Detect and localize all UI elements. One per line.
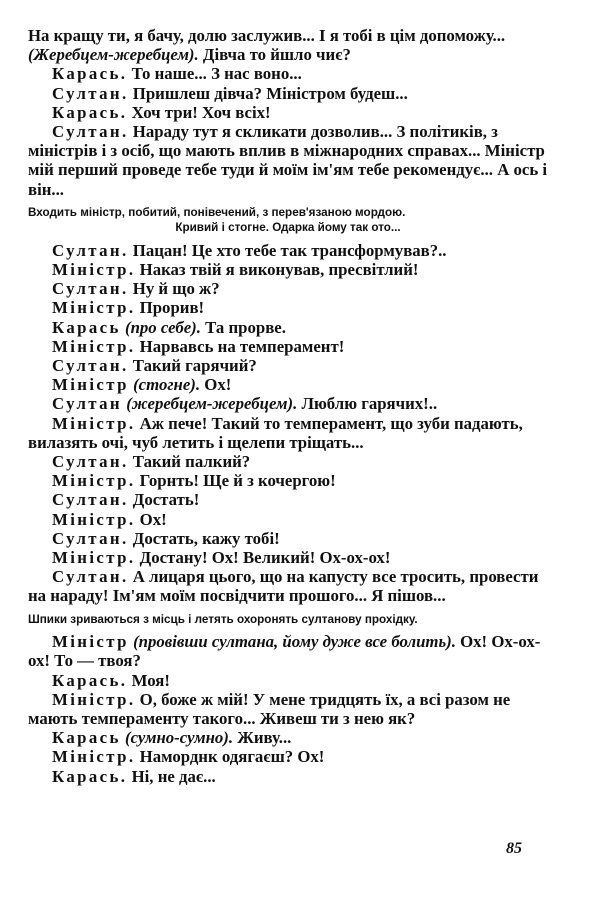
stage-note-line: Входить міністр, побитий, понівечений, з перев'язаною мордою. xyxy=(28,205,406,219)
line-text: Достану! Ох! Великий! Ох-ох-ох! xyxy=(135,548,391,568)
speaker-name: Султан. xyxy=(52,452,129,472)
dialogue-line xyxy=(28,671,548,690)
dialogue-line xyxy=(28,318,548,337)
dialogue-line xyxy=(28,471,548,490)
stage-note-line: Шпики зриваються з місць і летять охоронять султанову прохідку. xyxy=(28,612,418,626)
line-text: Наморднк одягаєш? Ох! xyxy=(135,747,325,767)
dialogue-line xyxy=(28,241,548,260)
text-line: Дівча то йшло чиє? xyxy=(198,45,351,65)
line-text: Горнть! Ще й з кочергою! xyxy=(135,471,336,491)
stage-direction: (про себе). xyxy=(120,317,201,337)
speaker-name: Султан. xyxy=(52,122,129,142)
speaker-name: Міністр. xyxy=(52,471,136,491)
dialogue-line xyxy=(28,452,548,471)
stage-note-line: Кривий і стогне. Одарка йому так ото... xyxy=(175,221,401,235)
speaker-name: Карась. xyxy=(52,64,128,84)
line-text: Хоч три! Хоч всіх! xyxy=(127,102,271,122)
dialogue-line xyxy=(28,490,548,509)
stage-note xyxy=(28,612,548,628)
speaker-name: Султан. xyxy=(52,240,129,260)
line-text: Пацан! Це хто тебе так трансформував?.. xyxy=(128,240,447,260)
stage-direction: (жеребцем-жеребцем). xyxy=(122,394,298,414)
speaker-name: Султан. xyxy=(52,356,129,376)
speaker-name: Султан. xyxy=(52,567,129,587)
dialogue-line xyxy=(28,356,548,375)
line-text: Достать, кажу тобі! xyxy=(128,528,280,548)
dialogue-line xyxy=(28,375,548,394)
speaker-name: Султан xyxy=(52,394,122,414)
dialogue-line xyxy=(28,337,548,356)
speaker-name: Султан. xyxy=(52,490,129,510)
line-text: То наше... З нас воно... xyxy=(127,64,302,84)
speaker-name: Міністр xyxy=(52,375,129,395)
speaker-name: Карась. xyxy=(52,766,128,786)
speaker-name: Карась xyxy=(52,728,121,748)
line-text: Ну й що ж? xyxy=(128,279,220,299)
dialogue-line xyxy=(28,103,548,122)
line-text: А лицаря цього, що на капусту все тросить, провести на нараду! Ім'ям моїм посвідчити прошого... Я пішов... xyxy=(28,567,539,606)
dialogue-line xyxy=(28,728,548,747)
speaker-name: Міністр. xyxy=(52,509,136,529)
line-text: Прорив! xyxy=(135,298,205,318)
line-text: Наказ твій я виконував, пресвітлий! xyxy=(135,260,419,280)
line-text: Такий палкий? xyxy=(128,452,251,472)
stage-direction: (провівши султана, йому дуже все болить). xyxy=(128,632,456,652)
dialogue-line xyxy=(28,632,548,670)
stage-direction: (Жеребцем-жеребцем). xyxy=(28,45,199,65)
line-text: Аж пече! Такий то темперамент, що зуби падають, вилазять очі, чуб летить і щелепи тріщать... xyxy=(28,413,523,452)
line-text: Люблю гарячих!.. xyxy=(297,394,438,414)
line-text: Ох! xyxy=(135,509,167,529)
line-text: Живу... xyxy=(233,728,292,748)
speaker-name: Міністр. xyxy=(52,336,136,356)
speaker-name: Міністр xyxy=(52,632,129,652)
line-text: О, боже ж мій! У мене тридцять їх, а всі разом не мають темпераменту такого... Живеш ти з нею як? xyxy=(28,689,511,728)
line-text: Достать! xyxy=(128,490,200,510)
dialogue-line xyxy=(28,767,548,786)
line-text: Ох! Ох-ох-ох! То — твоя? xyxy=(28,632,541,671)
dialogue-line xyxy=(28,747,548,766)
page-number: 85 xyxy=(506,840,522,857)
speaker-name: Султан. xyxy=(52,83,129,103)
speaker-name: Карась xyxy=(52,317,121,337)
line-text: Нарвавсь на темперамент! xyxy=(135,336,345,356)
speaker-name: Карась. xyxy=(52,102,128,122)
dialogue-line xyxy=(28,567,548,605)
dialogue-line xyxy=(28,122,548,199)
line-text: Ні, не дає... xyxy=(127,766,216,786)
dialogue-line xyxy=(28,298,548,317)
speaker-name: Міністр. xyxy=(52,298,136,318)
stage-direction: (сумно-сумно). xyxy=(120,728,234,748)
page-text xyxy=(28,26,548,786)
line-text: Пришлеш дівча? Міністром будеш... xyxy=(128,83,408,103)
speaker-name: Міністр. xyxy=(52,548,136,568)
dialogue-line xyxy=(28,260,548,279)
line-text: Ох! xyxy=(200,375,232,395)
line-text: Та прорве. xyxy=(200,317,286,337)
dialogue-line xyxy=(28,279,548,298)
speaker-name: Карась. xyxy=(52,670,128,690)
speaker-name: Міністр. xyxy=(52,260,136,280)
speaker-name: Міністр. xyxy=(52,747,136,767)
stage-note xyxy=(28,205,548,236)
dialogue-line xyxy=(28,394,548,413)
speaker-name: Султан. xyxy=(52,279,129,299)
stage-direction: (стогне). xyxy=(128,375,201,395)
line-text: Моя! xyxy=(127,670,170,690)
dialogue-line xyxy=(28,414,548,452)
dialogue-line xyxy=(28,64,548,83)
line-text: Нараду тут я скликати дозволив... З політиків, з міністрів і з осіб, що мають вплив в міжнародних справах... Міністр мій перший проведе тебе туди й моїм ім'ям тебе рекомендує... А ось і він... xyxy=(28,122,548,199)
dialogue-line xyxy=(28,548,548,567)
line-text: Такий гарячий? xyxy=(128,356,257,376)
speaker-name: Султан. xyxy=(52,528,129,548)
dialogue-line xyxy=(28,690,548,728)
dialogue-line xyxy=(28,84,548,103)
text-line: На кращу ти, я бачу, долю заслужив... І я тобі в цім допоможу... xyxy=(28,26,506,45)
dialogue-line xyxy=(28,529,548,548)
speaker-name: Міністр. xyxy=(52,689,136,709)
paragraph xyxy=(28,26,548,64)
speaker-name: Міністр. xyxy=(52,413,136,433)
dialogue-line xyxy=(28,510,548,529)
